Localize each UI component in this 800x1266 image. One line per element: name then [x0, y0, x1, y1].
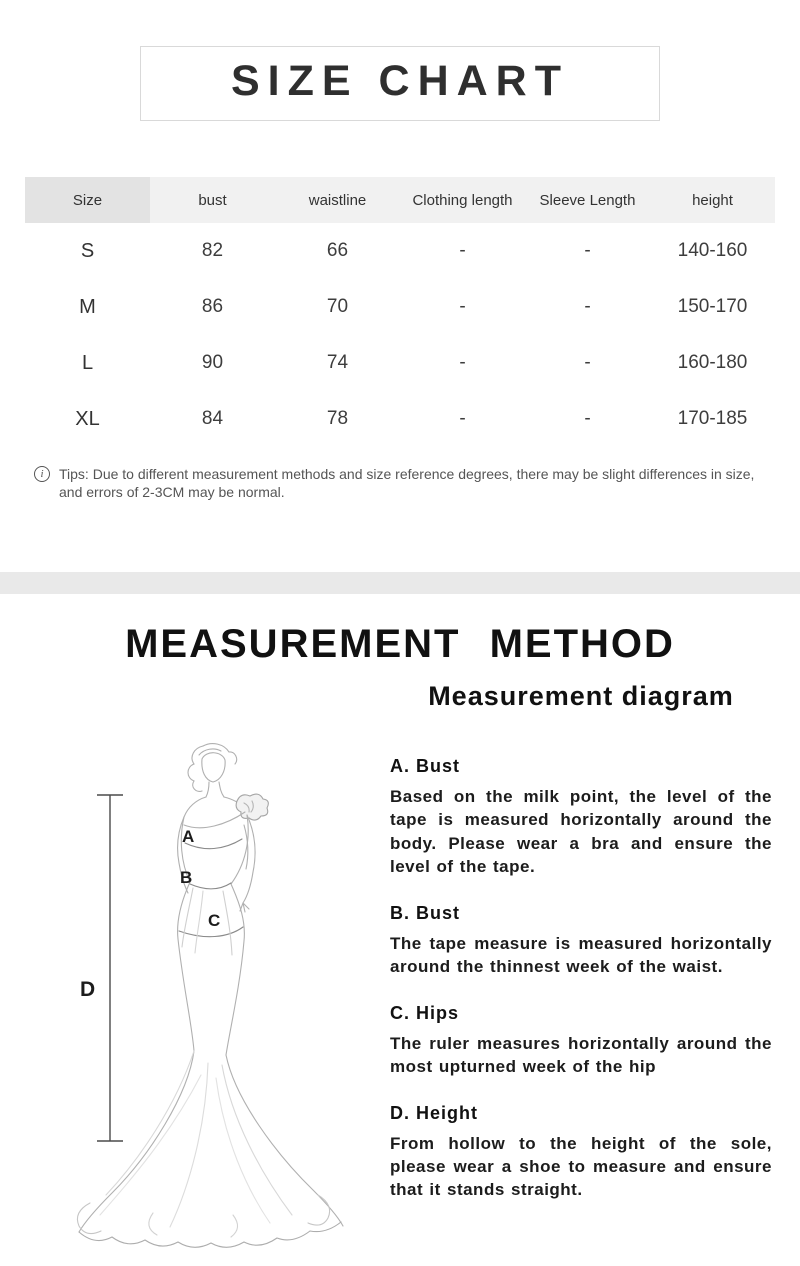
measurement-method-title: MEASUREMENT METHOD [125, 621, 675, 666]
section-heading: B. Bust [390, 902, 460, 923]
cell-height: 140-160 [677, 240, 748, 261]
col-header-clothing-length: Clothing length [400, 177, 525, 223]
tips-note [34, 465, 766, 502]
table-row-xl [25, 391, 775, 447]
col-header-waistline: waistline [275, 177, 400, 223]
cell-clothing-length: - [459, 240, 466, 261]
cell-waistline: 70 [326, 296, 349, 317]
cell-bust: 84 [201, 408, 224, 429]
section-heading: D. Height [390, 1102, 478, 1123]
size-chart-title-box [140, 46, 660, 121]
tips-text: Tips: Due to different measurement methods and size reference degrees, there may be slight differences in size, and errors of 2-3CM may be normal. [59, 466, 755, 501]
measurement-content [0, 681, 800, 1258]
cell-bust: 86 [201, 296, 224, 317]
col-header-size: Size [25, 177, 150, 223]
dress-figure-sketch [18, 733, 378, 1253]
section-body: The ruler measures horizontally around the most upturned week of the hip [390, 1033, 772, 1077]
cell-clothing-length: - [459, 408, 466, 429]
diagram-label-b: B [180, 867, 193, 887]
cell-bust: 90 [201, 352, 224, 373]
section-hips-c [390, 1003, 772, 1079]
diagram-label-a: A [182, 826, 195, 846]
cell-size: M [79, 295, 96, 318]
section-waist-b [390, 903, 772, 979]
table-row-l [25, 335, 775, 391]
diagram-label-d: D [80, 977, 96, 1001]
cell-sleeve-length: - [584, 352, 591, 373]
cell-clothing-length: - [459, 296, 466, 317]
cell-sleeve-length: - [584, 296, 591, 317]
measurement-diagram-subtitle: Measurement diagram [428, 680, 734, 711]
measurement-instructions [378, 681, 772, 1258]
cell-clothing-length: - [459, 352, 466, 373]
cell-sleeve-length: - [584, 240, 591, 261]
height-measure-line [97, 795, 123, 1141]
table-row-m [25, 279, 775, 335]
diagram-label-c: C [208, 910, 221, 930]
col-header-bust: bust [150, 177, 275, 223]
measurement-diagram [18, 681, 378, 1258]
cell-waistline: 78 [326, 408, 349, 429]
cell-size: S [80, 239, 95, 262]
section-heading: C. Hips [390, 1002, 460, 1023]
cell-height: 170-185 [677, 408, 748, 429]
section-body: Based on the milk point, the level of the tape is measured horizontally around the body. Please wear a bra and ensure the level of the tape. [390, 786, 772, 877]
cell-waistline: 66 [326, 240, 349, 261]
cell-sleeve-length: - [584, 408, 591, 429]
cell-bust: 82 [201, 240, 224, 261]
size-table [25, 177, 775, 447]
section-height-d [390, 1103, 772, 1202]
size-chart-title: SIZE CHART [231, 57, 569, 105]
section-divider [0, 572, 800, 594]
section-bust-a [390, 756, 772, 879]
cell-size: XL [75, 407, 100, 430]
info-icon: i [34, 466, 50, 482]
size-table-header-row [25, 177, 775, 223]
cell-size: L [81, 351, 94, 374]
section-body: The tape measure is measured horizontally around the thinnest week of the waist. [390, 933, 772, 977]
table-row-s [25, 223, 775, 279]
cell-height: 160-180 [677, 352, 748, 373]
col-header-sleeve-length: Sleeve Length [525, 177, 650, 223]
section-body: From hollow to the height of the sole, please wear a shoe to measure and ensure that it stands straight. [390, 1133, 772, 1200]
cell-waistline: 74 [326, 352, 349, 373]
col-header-height: height [650, 177, 775, 223]
cell-height: 150-170 [677, 296, 748, 317]
section-heading: A. Bust [390, 755, 460, 776]
